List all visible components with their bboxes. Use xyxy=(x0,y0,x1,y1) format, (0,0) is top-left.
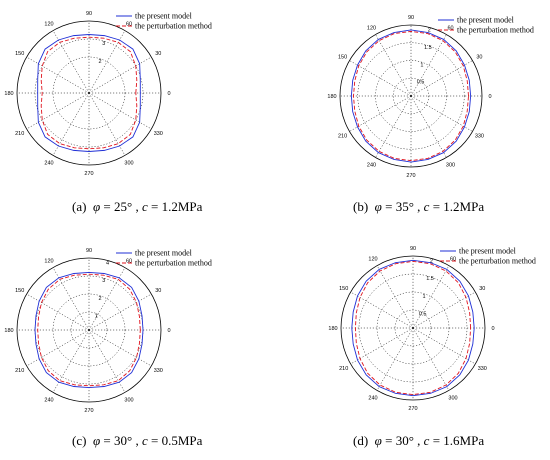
angle-label: 30 xyxy=(476,54,483,61)
angle-label: 120 xyxy=(44,258,54,265)
polar-chart-d xyxy=(328,246,535,412)
legend-label-present: the present model xyxy=(457,15,514,25)
radial-tick-label: 1.5 xyxy=(424,44,432,51)
angle-label: 240 xyxy=(368,395,378,402)
caption-c: 1.6MPa xyxy=(443,433,485,448)
angle-label: 210 xyxy=(15,368,25,374)
phi-symbol: φ xyxy=(371,433,382,448)
angle-label: 60 xyxy=(125,258,133,265)
caption-c: 0.5MPa xyxy=(161,433,203,448)
radial-tick-label: 1.5 xyxy=(426,276,434,283)
caption-tag: (a) xyxy=(72,199,87,214)
caption-d: (d) φ = 30° , c = 1.6MPa xyxy=(353,433,485,448)
angle-label: 180 xyxy=(328,326,338,332)
angle-label: 90 xyxy=(85,11,93,17)
angle-label: 180 xyxy=(327,94,337,100)
angle-label: 120 xyxy=(368,256,378,263)
radial-tick-label: 3 xyxy=(102,278,106,285)
grid-spoke xyxy=(377,328,413,390)
angle-label: 210 xyxy=(15,131,25,137)
grid-spoke xyxy=(27,57,89,93)
angle-label: 240 xyxy=(366,162,377,169)
radial-tick-label: 1 xyxy=(422,293,426,300)
angle-label: 300 xyxy=(124,160,134,167)
grid-spoke xyxy=(27,330,89,366)
grid-spoke xyxy=(351,292,413,328)
angle-label: 330 xyxy=(153,368,163,374)
angle-label: 300 xyxy=(445,162,456,169)
caption-tag: (d) xyxy=(353,433,369,448)
radial-tick-label: 2 xyxy=(98,58,102,65)
c-symbol: c xyxy=(423,433,430,448)
angle-label: 90 xyxy=(409,246,417,252)
caption-phi: 30° xyxy=(395,433,414,448)
grid-spoke xyxy=(413,328,449,390)
legend-label-present: the present model xyxy=(459,246,516,256)
caption-phi: 25° xyxy=(113,199,133,214)
grid-spoke xyxy=(377,266,413,328)
grid-spoke xyxy=(413,266,449,328)
angle-label: 120 xyxy=(366,25,377,32)
angle-label: 60 xyxy=(125,21,133,28)
angle-label: 210 xyxy=(337,133,348,140)
c-symbol: c xyxy=(423,199,430,214)
phi-symbol: φ xyxy=(89,199,101,214)
caption-b: (b) φ = 35° , c = 1.2MPa xyxy=(353,199,485,214)
angle-label: 30 xyxy=(479,286,486,292)
angle-label: 270 xyxy=(408,406,418,412)
angle-label: 0 xyxy=(167,328,171,334)
angle-label: 240 xyxy=(44,397,54,404)
grid-spoke xyxy=(27,93,89,129)
legend-label-perturbation: the perturbation method xyxy=(457,25,534,35)
grid-spoke xyxy=(411,35,447,96)
legend-label-perturbation: the perturbation method xyxy=(135,21,212,31)
caption-c: 1.2MPa xyxy=(161,199,203,214)
phi-symbol: φ xyxy=(371,199,382,214)
polar-chart-a xyxy=(4,11,211,177)
angle-label: 330 xyxy=(153,131,163,137)
caption-phi: 30° xyxy=(113,433,133,448)
angle-label: 300 xyxy=(448,395,458,402)
radial-tick-label: 1 xyxy=(94,313,98,320)
legend-label-present: the present model xyxy=(135,248,192,258)
radial-tick-label: 1 xyxy=(420,62,424,69)
legend-label-perturbation: the perturbation method xyxy=(459,256,536,266)
grid-spoke xyxy=(53,330,89,392)
caption-c-panel: (c) φ = 30° , c = 0.5MPa xyxy=(72,433,203,448)
angle-label: 90 xyxy=(407,15,415,21)
angle-label: 60 xyxy=(447,25,454,32)
c-symbol: c xyxy=(141,433,148,448)
caption-phi: 35° xyxy=(395,199,414,214)
legend-label-perturbation: the perturbation method xyxy=(135,258,212,268)
polar-chart-c xyxy=(4,248,211,414)
grid-spoke xyxy=(89,93,151,129)
radial-tick-label: 2 xyxy=(429,258,434,265)
angle-label: 0 xyxy=(488,94,492,100)
grid-spoke xyxy=(376,35,412,96)
legend-label-present: the present model xyxy=(135,11,192,21)
caption-c: 1.2MPa xyxy=(443,199,485,214)
angle-label: 150 xyxy=(15,288,25,294)
angle-label: 270 xyxy=(84,408,94,414)
angle-label: 30 xyxy=(155,51,162,57)
grid-spoke xyxy=(89,330,151,366)
caption-tag: (b) xyxy=(353,199,369,214)
grid-spoke xyxy=(89,330,125,392)
angle-label: 150 xyxy=(339,286,349,292)
radial-tick-label: 2 xyxy=(427,27,431,34)
polar-chart-b xyxy=(327,15,533,179)
radial-tick-label: 2 xyxy=(98,295,102,302)
angle-label: 270 xyxy=(84,171,94,177)
caption-a: (a) φ = 25° , c = 1.2MPa xyxy=(72,199,203,214)
angle-label: 120 xyxy=(44,21,54,28)
radial-tick-label: 4 xyxy=(105,260,110,267)
angle-label: 180 xyxy=(4,328,14,334)
angle-label: 0 xyxy=(491,326,495,332)
angle-label: 60 xyxy=(449,256,457,263)
grid-spoke xyxy=(27,294,89,330)
angle-label: 240 xyxy=(44,160,54,167)
angle-label: 180 xyxy=(4,91,14,97)
phi-symbol: φ xyxy=(89,433,101,448)
angle-label: 150 xyxy=(337,54,348,61)
radial-tick-label: 3 xyxy=(102,41,106,48)
caption-tag: (c) xyxy=(72,433,87,448)
radial-tick-label: 0.5 xyxy=(418,311,427,318)
angle-label: 210 xyxy=(339,366,349,372)
c-symbol: c xyxy=(141,199,148,214)
angle-label: 270 xyxy=(406,173,416,179)
grid-spoke xyxy=(89,268,125,330)
angle-label: 330 xyxy=(474,133,485,140)
radial-tick-label: 0.5 xyxy=(416,79,425,86)
angle-label: 0 xyxy=(167,91,171,97)
angle-label: 330 xyxy=(477,366,487,372)
angle-label: 30 xyxy=(155,288,162,294)
grid-spoke xyxy=(53,268,89,330)
angle-label: 90 xyxy=(85,248,93,254)
angle-label: 150 xyxy=(15,51,25,57)
grid-spoke xyxy=(376,96,412,157)
angle-label: 300 xyxy=(124,397,134,404)
